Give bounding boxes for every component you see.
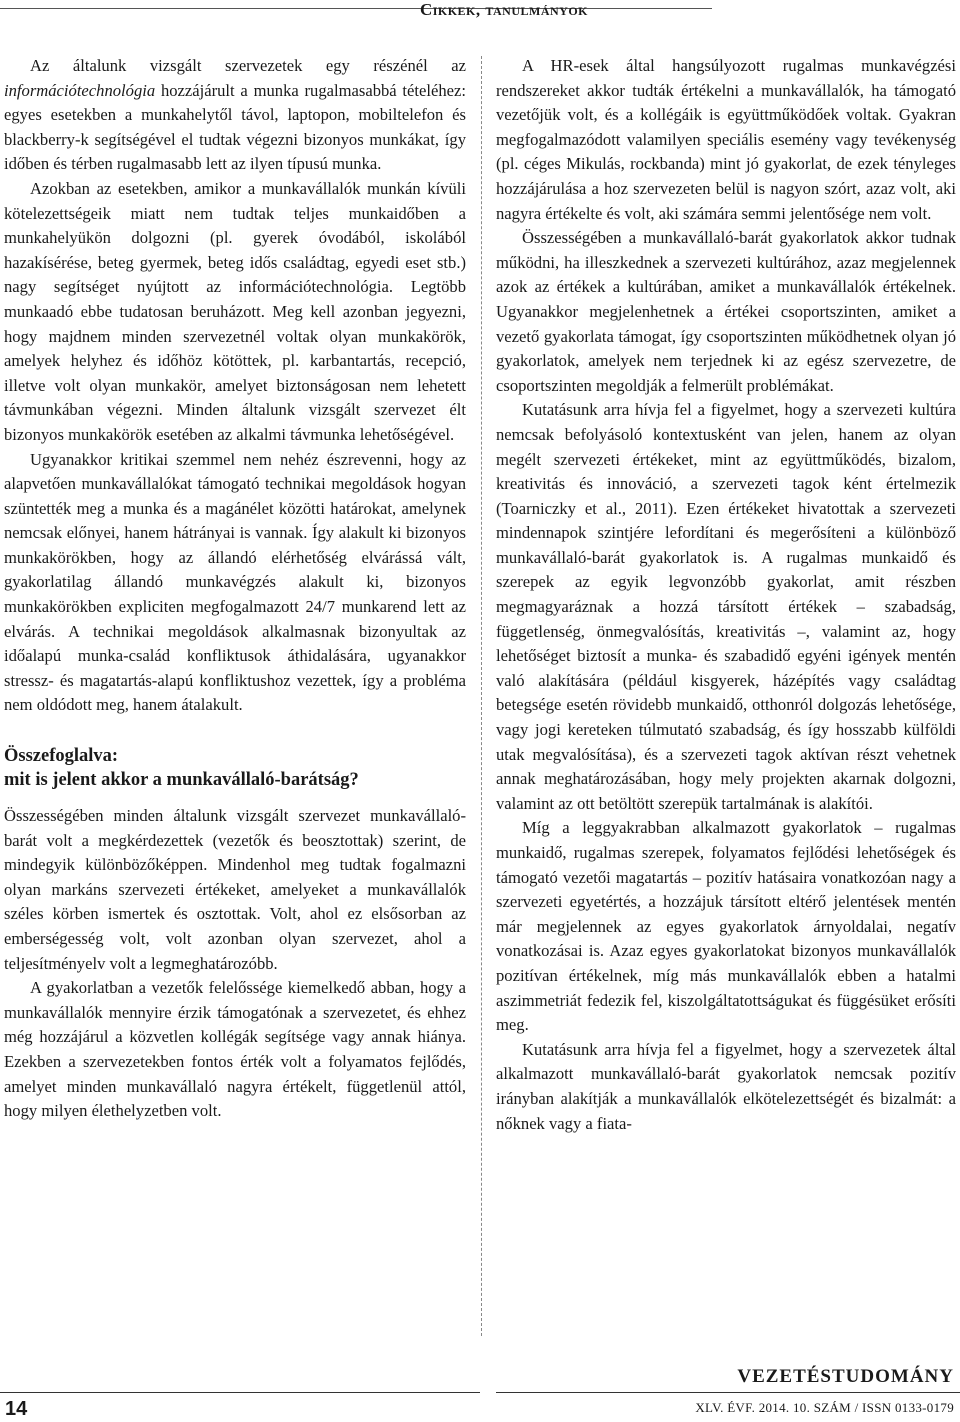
footer-rule-right [496, 1392, 960, 1393]
issue-info: XLV. ÉVF. 2014. 10. SZÁM / ISSN 0133-0179 [695, 1400, 954, 1415]
paragraph-practices: Míg a leggyakrabban alkalmazott gyakorlatok – rugalmas munkaidő, rugalmas szerepek, folyamatos fejlődési lehetőségek és támogató vezetői magatartás – pozitív hatásaira vonatkozóan nagy a szervezeti egyetértés, a hozzájuk társított eltérő jelentések mentén már megjelennek az egyes gyakorlatok árnyoldalai, negatív vonatkozásai is. Azaz egyes gyakorlatokat bizonyos munkavállalók pozitívan értékelnek, míg más munkavállalók ebben a hatalmi aszimmetriát fedezik fel, kiszolgáltatottságukat és függésüket erősíti meg. [496, 818, 956, 1035]
journal-name: VEZETÉSTUDOMÁNY [737, 1366, 954, 1387]
paragraph-hr-flexible: A HR-esek által hangsúlyozott rugalmas munkavégzési rendszereket akkor tudták értékelni a munkavállalók, ha támogató vezetőjük volt, és a kollégáik is együttműködőek voltak. Gyakran megfogalmazódott valamilyen speciális esemény vagy tevékenység (pl. céges Mikulás, rockbanda) mint jó gyakorlat, de ezek tényleges hozzájárulása a hoz szervezeten belül is nagyon szórt, azaz volt, aki nagyra értékelte és volt, aki számára semmi jelentősége nem volt. [496, 56, 956, 223]
section-label: Cikkek, tanulmányok [419, 0, 588, 19]
paragraph-culture-fit: Összességében a munkavállaló-barát gyakorlatok akkor tudnak működni, ha illeszkednek a szervezeti kultúrához, azaz megjelennek azok az értékek a kultúrában, amiket a munkavállalók értékelnek. Ugyanakkor megjelenhetnek a értékei csoportszinten, amiket a vezető gyakorlata támogat, így csoportszinten működhetnek olyan jó gyakorlatok, amelyek nem terjednek ki az egész szervezetre, de csoportszinten megoldják a felmerült problémákat. [496, 228, 956, 395]
footer-rule-left [0, 1392, 480, 1393]
paragraph-research-culture: Kutatásunk arra hívja fel a figyelmet, hogy a szervezeti kultúra nemcsak befolyásoló kontextusként van jelen, hanem az olyan megélt szervezeti értékeket, mint az együttműködés, bizalom, kreativitás és innováció, a szervezeti tagok ként értelmezik (Toarniczky et al., 2011). Ezen értékeket hivatottak a szervezeti mindennapok szintjére lefordítani és megerősíteni a különböző munkavállaló-barát gyakorlatok is. A rugalmas munkaidő és szerepek az egyik legvonzóbb gyakorlat, amit részben megmagyaráznak a hozzá társított értékek – szabadság, függetlenség, önmegvalósítás, kreativitás –, valamint az, hogy lehetőséget biztosít a munka- és szabadidő egyéni igények mentén való alakítására (például kisgyerek, házépítés vagy családtag betegsége esetén rövidebb munkaidő, otthonról dolgozás lehetősége, vagy jogi kereteken túlmutató szabadság, és így hosszabb külföldi utak megvalósítása), és a szervezeti tagok aktívan részt vehetnek annak meghatározásában, hogy mely projekten akarnak dolgozni, valamint az ott betöltött szerepük tartalmának is alakítói. [496, 400, 956, 813]
left-column [4, 54, 466, 1340]
paragraph-remote-work: Azokban az esetekben, amikor a munkavállalók munkán kívüli kötelezettségeik miatt nem tudtak teljes munkaidőben a munkahelyükön dolgozni (pl. gyerek óvodából, iskolából hazakísérése, beteg gyermek, beteg idős családtag, egyedi eset stb.) nagy segítséget nyújtott az információtechnológia. Legtöbb munkaadó ebbe tudatosan beruházott. Meg kell azonban jegyezni, hogy majdnem minden szervezetnél voltak olyan munkakörök, amelyek helyhez és időhöz kötöttek, pl. karbantartás, recepció, illetve volt olyan munkakör, amelyet biztonságosan nem lehetett távmunkában végezni. Minden általunk vizsgált szervezet élt bizonyos munkakörök esetében az alkalmi távmunka lehetőségével. [4, 178, 466, 444]
paragraph-research-commitment: Kutatásunk arra hívja fel a figyelmet, hogy a szervezetek által alkalmazott munkavállaló-barát gyakorlatok nemcsak pozitív irányban alakítják a munkavállalók elkötelezettségét és bizalmát: a nőknek vagy a fiata- [496, 1039, 956, 1133]
paragraph-boundaries: Ugyanakkor kritikai szemmel nem nehéz észrevenni, hogy az alapvetően munkavállalókat támogató technikai megoldások hogyan szüntették meg a munka és a magánélet közötti határokat, amelynek nemcsak előnyei, hanem hátrányai is vannak. Így alakult ki bizonyos munkakörökben, hogy az állandó elérhetőség elvárássá vált, gyakorlatilag állandó munkavégzés alakult ki, bizonyos munkakörökben expliciten megfogalmazott 24/7 munkarend lett az elvárás. A technikai megoldások alkalmasnak bizonyultak az időalapú munka-család konfliktusok áthidalására, ugyanakkor stressz- és magatartás-alapú konfliktushoz vezettek, így a probléma nem oldódott meg, hanem átalakult. [4, 449, 466, 715]
section-heading-line1: Összefoglalva: [4, 746, 119, 767]
paragraph-summary: Összességében minden általunk vizsgált szervezet munkavállaló-barát volt a megkérdezettek (vezetők és beosztottak) szerint, de mindegyik különbözőképpen. Mindenhol meg tudtak fogalmazni olyan markáns szervezeti értékeket, amelyeket a munkavállalók széles körben ismertek és osztottak. Volt, ahol ez elsősorban az emberségesség volt, volt azonban olyan szervezet, ahol a teljesítményelv volt a legmeghatározóbb. [4, 806, 466, 973]
page-number: 14 [5, 1398, 28, 1420]
right-column [496, 54, 956, 1340]
paragraph-leader-responsibility: A gyakorlatban a vezetők felelőssége kiemelkedő abban, hogy a munkavállalók mennyire érzik támogatónak a szervezetet, és ehhez még hozzájárul a közvetlen kollégák segítsége vagy annak hiánya. Ezekben a szervezetekben fontos érték volt a folyamatos fejlődés, amelyet minden munkavállaló nagyra értékelt, függetlenül attól, hogy milyen élethelyzetben volt. [4, 978, 466, 1121]
italic-term: információtechnológia [4, 80, 156, 100]
paragraph-it-flexibility: Az általunk vizsgált szervezetek egy részénél az információtechnológia hozzájárult a munka rugalmasabbá tételéhez: egyes esetekben a munkahelytől távol, laptopon, mobiltelefon és blackberry-k segítségével el tudtak végezni bizonyos munkákat, így időben és térben rugalmasabb lett az ilyen típusú munka. [4, 56, 466, 174]
section-heading [4, 744, 466, 792]
header-rule [0, 8, 712, 9]
section-heading-line2: mit is jelent akkor a munkavállaló-barátság? [4, 770, 359, 791]
column-divider [481, 56, 482, 1336]
